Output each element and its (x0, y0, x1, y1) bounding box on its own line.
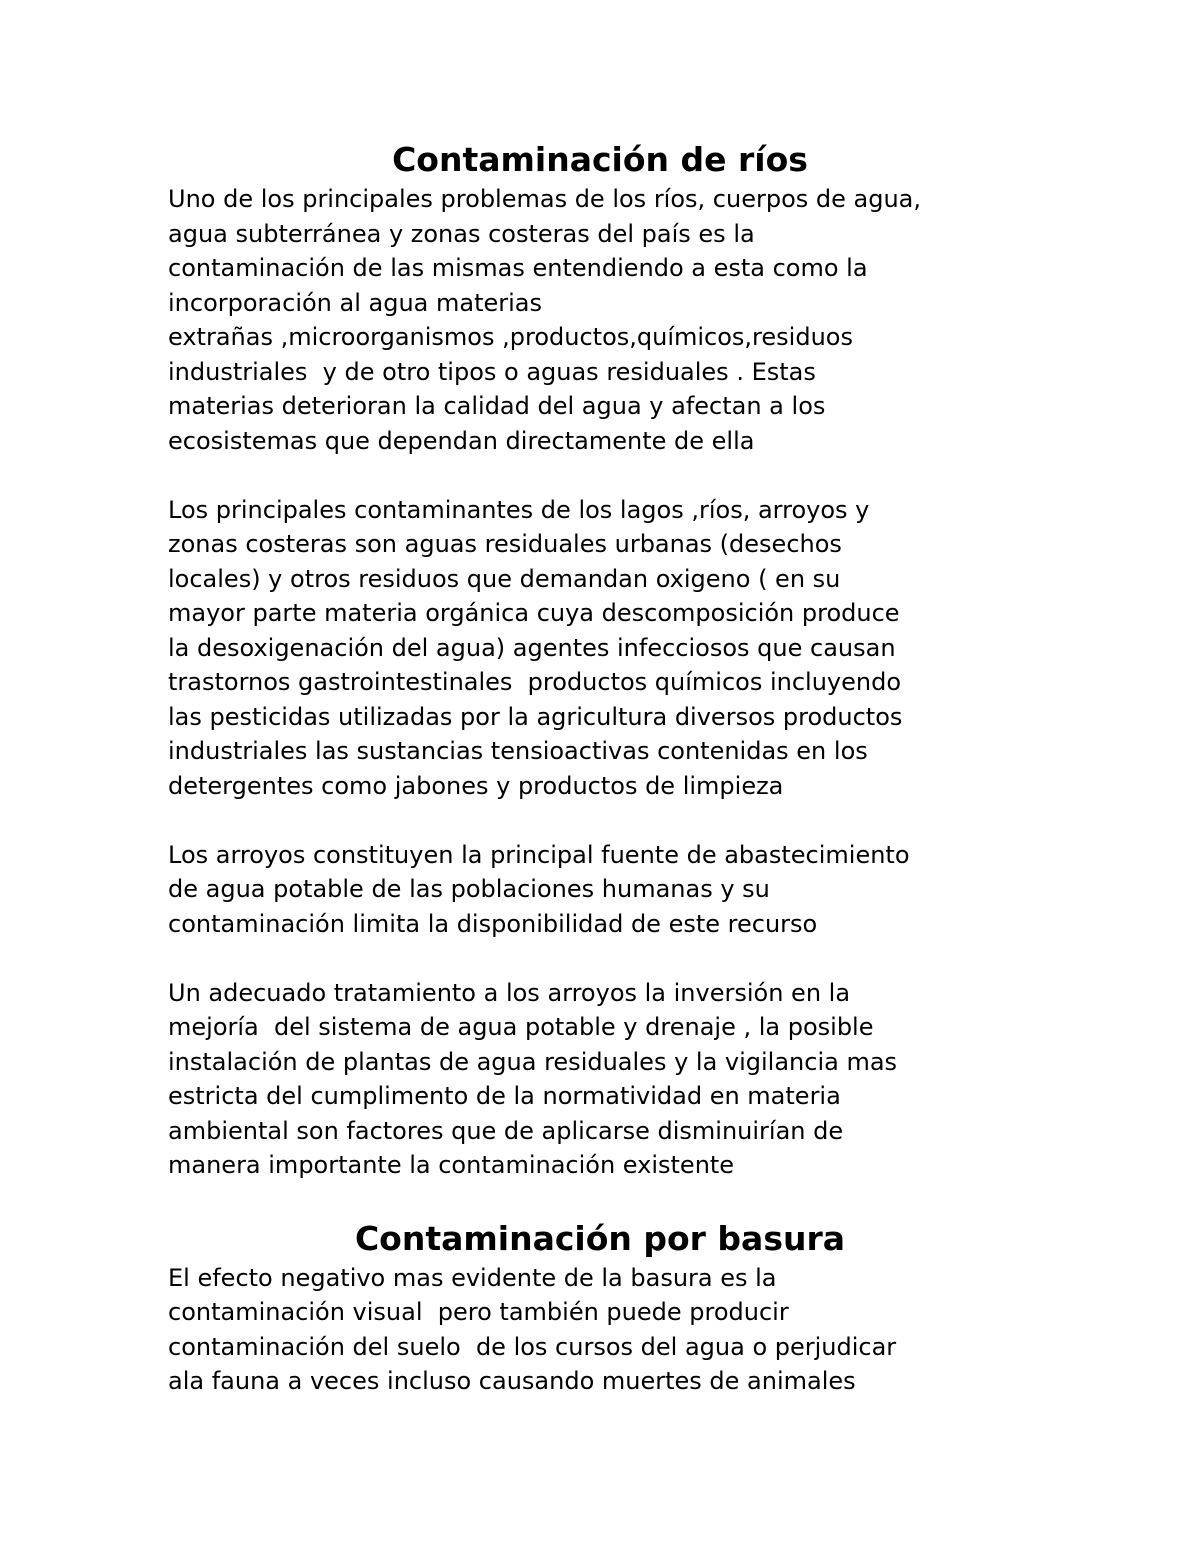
text-line: mayor parte materia orgánica cuya descomposición produce (168, 599, 900, 627)
text-line: contaminación del suelo de los cursos del agua o perjudicar (168, 1332, 897, 1361)
text-line: locales) y otros residuos que demandan oxigeno ( en su (168, 564, 841, 593)
text-line: Los principales contaminantes de los lagos ,ríos, arroyos y (168, 495, 870, 524)
text-line: ecosistemas que dependan directamente de ella (168, 426, 755, 455)
text-line: materias deterioran la calidad del agua y afectan a los (168, 392, 826, 420)
text-line: extrañas ,microorganismos ,productos,químicos,residuos (168, 323, 853, 351)
text-line: Un adecuado tratamiento a los arroyos la inversión en la (168, 978, 851, 1007)
text-line: zonas costeras son aguas residuales urbanas (desechos (168, 530, 842, 558)
text-line: Uno de los principales problemas de los ríos, cuerpos de agua, (168, 185, 921, 213)
text-line: la desoxigenación del agua) agentes infecciosos que causan (168, 633, 896, 662)
text-line: manera importante la contaminación existente (168, 1151, 735, 1179)
text-line: incorporación al agua materias (168, 288, 543, 317)
text-line: contaminación visual pero también puede producir (168, 1298, 789, 1326)
paragraph-intro (168, 182, 1048, 458)
document-content (168, 138, 1048, 1399)
section-title-basura: Contaminación por basura (354, 1218, 846, 1258)
paragraph-contaminants (168, 493, 1048, 804)
text-line: ambiental son factores que de aplicarse disminuirían de (168, 1116, 844, 1145)
section-title-rios: Contaminación de ríos (392, 140, 808, 179)
text-line: trastornos gastrointestinales productos químicos incluyendo (168, 668, 902, 696)
paragraph-spacer (168, 941, 1048, 976)
text-line: de agua potable de las poblaciones humanas y su (168, 875, 770, 903)
text-line: detergentes como jabones y productos de limpieza (168, 771, 784, 800)
paragraph-arroyos (168, 838, 1048, 942)
text-line: El efecto negativo mas evidente de la basura es la (168, 1263, 777, 1292)
text-line: las pesticidas utilizadas por la agricultura diversos productos (168, 702, 903, 731)
text-line: Los arroyos constituyen la principal fuente de abastecimiento (168, 840, 910, 869)
text-line: mejoría del sistema de agua potable y drenaje , la posible (168, 1013, 874, 1041)
text-line: contaminación limita la disponibilidad de este recurso (168, 909, 818, 938)
text-line: estricta del cumplimento de la normatividad en materia (168, 1082, 841, 1110)
text-line: ala fauna a veces incluso causando muertes de animales (168, 1367, 856, 1395)
text-line: contaminación de las mismas entendiendo a esta como la (168, 254, 868, 282)
paragraph-treatment (168, 976, 1048, 1183)
paragraph-basura (168, 1261, 1048, 1399)
text-line: industriales las sustancias tensioactivas contenidas en los (168, 737, 868, 765)
text-line: instalación de plantas de agua residuales y la vigilancia mas (168, 1047, 898, 1076)
paragraph-spacer (168, 803, 1048, 838)
text-line: industriales y de otro tipos o aguas residuales . Estas (168, 357, 816, 386)
text-line: agua subterránea y zonas costeras del país es la (168, 219, 755, 248)
paragraph-spacer (168, 458, 1048, 493)
